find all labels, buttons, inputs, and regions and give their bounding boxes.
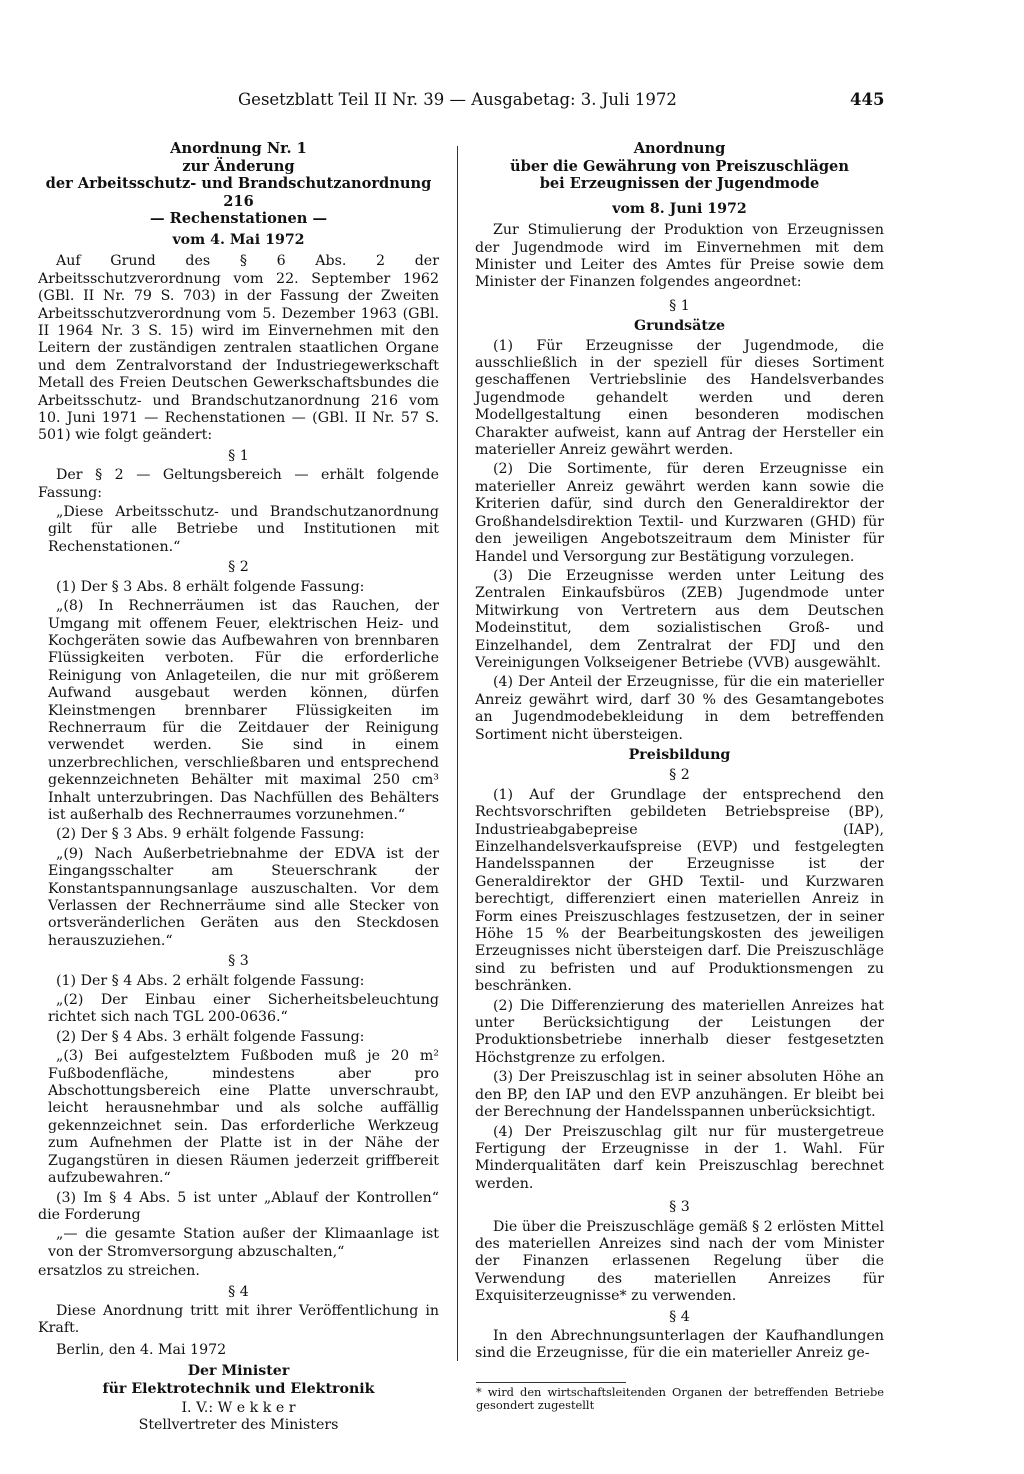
quoted-text: „(9) Nach Außerbetriebnahme der EDVA ist der Eingangsschalter am Steuerschrank der Konstantspannungsanlage auszuschalten. Vor dem Verlassen der Rechnerräume sind alle Stecker von ortsveränderlichen Geräten aus den Steckdosen herauszuziehen.“ <box>48 845 439 949</box>
signature-office: Der Minister <box>187 1363 290 1380</box>
signature-role: Stellvertreter des Ministers <box>138 1417 339 1434</box>
paragraph: (3) Die Erzeugnisse werden unter Leitung des Zentralen Einkaufsbüros (ZEB) Jugendmode unter Mitwirkung von Vertretern aus dem Deutschen Modeinstitut, dem sozialistischen Groß- und Einzelhandel, dem Zentralrat der FDJ und den Vereinigungen Volkseigener Betriebe (VVB) ausgewählt. <box>475 567 884 671</box>
paragraph: Diese Anordnung tritt mit ihrer Veröffentlichung in Kraft. <box>38 1302 439 1337</box>
right-intro: Zur Stimulierung der Produktion von Erzeugnissen der Jugendmode wird im Einvernehmen mit dem Minister und Leiter des Amtes für Preise sowie dem Minister der Finanzen folgendes angeordnet: <box>475 222 884 291</box>
left-date: vom 4. Mai 1972 <box>172 231 305 248</box>
left-column <box>38 140 439 1435</box>
right-title <box>475 140 884 193</box>
place-date: Berlin, den 4. Mai 1972 <box>56 1341 227 1358</box>
paragraph: (1) Der § 3 Abs. 8 erhält folgende Fassung: <box>56 578 365 595</box>
paragraph: (1) Der § 4 Abs. 2 erhält folgende Fassung: <box>56 972 365 989</box>
left-title-line: der Arbeitsschutz- und Brandschutzanordnung 216 <box>45 175 432 210</box>
page-number: 445 <box>850 90 885 109</box>
paragraph: (1) Für Erzeugnisse der Jugendmode, die ausschließlich in der speziell für dieses Sortiment geschaffenen Vertriebslinie des Handelsverbandes Jugendmode gehandelt werden und deren Modellgestaltung einen besonderen modischen Charakter aufweist, kann auf Antrag der Hersteller ein materieller Anreiz gewährt werden. <box>475 337 884 459</box>
right-title-line: bei Erzeugnissen der Jugendmode <box>539 175 820 193</box>
footnote: * wird den wirtschaftsleitenden Organen der betreffenden Betriebe gesondert zugestellt <box>476 1385 884 1413</box>
paragraph: (4) Der Anteil der Erzeugnisse, für die ein materieller Anreiz gewährt wird, darf 30 % des Gesamtangebotes an Jugendmodebekleidung in dem betreffenden Sortiment nicht übersteigen. <box>475 674 884 743</box>
left-title-line: — Rechenstationen — <box>149 210 328 228</box>
left-intro: Auf Grund des § 6 Abs. 2 der Arbeitsschutzverordnung vom 22. September 1962 (GBl. II Nr. 79 S. 703) in der Fassung der Zweiten Arbeitsschutzverordnung vom 5. Dezember 1963 (GBl. II 1964 Nr. 3 S. 15) wird im Einvernehmen mit den Leitern der zuständigen zentralen staatlichen Organe und dem Zentralvorstand der Industriegewerkschaft Metall des Freien Deutschen Gewerkschaftsbundes die Arbeitsschutz- und Brandschutzanordnung 216 vom 10. Juni 1971 — Rechenstationen — (GBl. II Nr. 57 S. 501) wie folgt geändert: <box>38 253 439 444</box>
section-heading: § 3 <box>228 953 249 970</box>
paragraph: (2) Die Sortimente, für deren Erzeugnisse ein materieller Anreiz gewährt werden kann sowie die Kriterien dafür, sind durch den Generaldirektor der Großhandelsdirektion Textil- und Kurzwaren (GHD) für den jeweiligen Angebotszeitraum dem Minister für Handel und Versorgung zur Bestätigung vorzulegen. <box>475 461 884 565</box>
left-title-line: zur Änderung <box>182 157 295 175</box>
page-header <box>0 88 1024 112</box>
section-heading: § 3 <box>669 1199 690 1216</box>
section-subheading: Grundsätze <box>634 318 725 335</box>
signature-office: für Elektrotechnik und Elektronik <box>102 1380 375 1397</box>
quoted-text: „Diese Arbeitsschutz- und Brandschutzanordnung gilt für alle Betriebe und Institutionen mit Rechenstationen.“ <box>48 504 439 555</box>
right-column <box>475 140 884 1365</box>
quoted-text: „(8) In Rechnerräumen ist das Rauchen, der Umgang mit offenem Feuer, elektrischen Heiz- und Kochgeräten sowie das Aufbewahren von brennbaren Flüssigkeiten verboten. Für die erforderliche Reinigung von Anlageteilen, die nur mit größerem Aufwand ausgebaut werden können, dürfen Kleinstmengen brennbarer Flüssigkeiten im Rechnerraum für die Zeitdauer der Reinigung verwendet werden. Sie sind in einem unzerbrechlichen, verschließbaren und entsprechend gekennzeichneten Behälter mit maximal 250 cm³ Inhalt unterzubringen. Das Nachfüllen des Behälters ist außerhalb des Rechnerraumes vorzunehmen.“ <box>48 598 439 823</box>
paragraph: (2) Der § 3 Abs. 9 erhält folgende Fassung: <box>56 826 365 843</box>
paragraph: Der § 2 — Geltungsbereich — erhält folgende Fassung: <box>38 467 439 501</box>
left-title <box>38 140 439 228</box>
quoted-text: „(3) Bei aufgestelztem Fußboden muß je 20 m² Fußbodenfläche, mindestens aber pro Abschottungsbereich eine Platte unverschraubt, leicht herausnehmbar und als solche auffällig gekennzeichnet sein. Das erforderliche Werkzeug zum Aufnehmen der Platte ist in der Nähe der Zugangstüren in diesen Räumen jederzeit griffbereit aufzubewahren.“ <box>48 1048 439 1187</box>
section-heading: § 4 <box>669 1308 690 1325</box>
paragraph: In den Abrechnungsunterlagen der Kaufhandlungen sind die Erzeugnisse, für die ein materieller Anreiz ge- <box>475 1327 884 1362</box>
signature-name: I. V.: W e k k e r <box>181 1399 296 1416</box>
paragraph: (1) Auf der Grundlage der entsprechend den Rechtsvorschriften gebildeten Betriebspreise (BP), Industrieabgabepreise (IAP), Einzelhandelsverkaufspreise (EVP) und festgelegten Handelsspannen der Erzeugnisse ist der Generaldirektor der GHD Textil- und Kurzwaren berechtigt, differenziert einen materiellen Anreiz in Form eines Preiszuschlages festzusetzen, der in seiner Höhe 15 % der Bearbeitungskosten des jeweiligen Erzeugnisses nicht übersteigen darf. Die Preiszuschläge sind zu befristen und auf Produktionsmengen zu beschränken. <box>475 786 884 995</box>
section-heading: § 2 <box>669 767 690 784</box>
column-divider <box>457 146 458 1361</box>
paragraph: (4) Der Preiszuschlag gilt nur für mustergetreue Fertigung der Erzeugnisse in der 1. Wahl. Für Minderqualitäten darf kein Preiszuschlag berechnet werden. <box>475 1123 884 1192</box>
paragraph: (2) Der § 4 Abs. 3 erhält folgende Fassung: <box>56 1028 365 1045</box>
right-date: vom 8. Juni 1972 <box>612 200 747 217</box>
section-subheading: Preisbildung <box>628 746 731 763</box>
running-title: Gesetzblatt Teil II Nr. 39 — Ausgabetag: 3. Juli 1972 <box>238 90 677 109</box>
paragraph: Die über die Preiszuschläge gemäß § 2 erlösten Mittel des materiellen Anreizes sind nach der vom Minister der Finanzen erlassenen Regelung über die Verwendung des materiellen Anreizes für Exquisiterzeugnisse* zu verwenden. <box>475 1218 884 1305</box>
paragraph: (3) Der Preiszuschlag ist in seiner absoluten Höhe an den BP, den IAP und den EVP anzuhängen. Er bleibt bei der Berechnung der Handelsspannen unberücksichtigt. <box>475 1069 884 1121</box>
quoted-text: „— die gesamte Station außer der Klimaanlage ist von der Stromversorgung abzuschalten,“ <box>48 1226 439 1260</box>
right-title-line: Anordnung <box>633 140 726 157</box>
section-heading: § 2 <box>228 559 249 576</box>
section-heading: § 1 <box>669 297 690 314</box>
left-title-line: Anordnung Nr. 1 <box>170 140 307 157</box>
paragraph: ersatzlos zu streichen. <box>38 1263 200 1280</box>
section-heading: § 1 <box>228 447 249 464</box>
paragraph: (3) Im § 4 Abs. 5 ist unter „Ablauf der Kontrollen“ die Forderung <box>38 1189 439 1223</box>
quoted-text: „(2) Der Einbau einer Sicherheitsbeleuchtung richtet sich nach TGL 200-0636.“ <box>48 992 439 1026</box>
right-title-line: über die Gewährung von Preiszuschlägen <box>510 157 849 175</box>
section-heading: § 4 <box>228 1283 249 1300</box>
footnote-rule <box>476 1382 626 1383</box>
paragraph: (2) Die Differenzierung des materiellen Anreizes hat unter Berücksichtigung der Leistungen der Produktionsbetriebe innerhalb dieser festgesetzten Höchstgrenze zu erfolgen. <box>475 997 884 1066</box>
